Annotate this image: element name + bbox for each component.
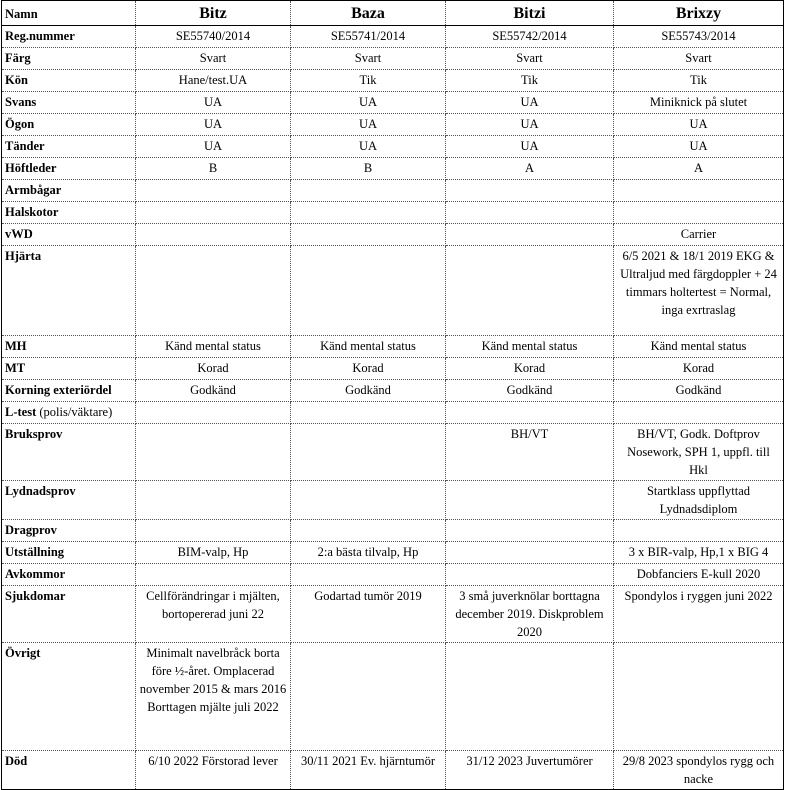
table-cell [446,180,614,202]
table-cell [291,202,446,224]
table-cell [446,246,614,336]
table-row [2,246,784,336]
table-row [2,114,784,136]
row-label-suffix: (polis/väktare) [36,405,113,419]
table-cell [291,481,446,520]
row-label [2,586,136,643]
row-label-text: Tänder [5,139,45,153]
table-cell: A [614,158,784,180]
table-cell [136,520,291,542]
table-cell [136,246,291,336]
table-cell: Korad [614,358,784,380]
row-label [2,114,136,136]
table-cell [291,564,446,586]
table-cell: SE55740/2014 [136,26,291,48]
table-cell: UA [291,114,446,136]
row-label-text: Korning exteriördel [5,383,112,397]
table-cell [136,180,291,202]
table-cell: UA [291,92,446,114]
table-cell: Korad [136,358,291,380]
table-cell: BH/VT [446,424,614,481]
table-cell: UA [446,114,614,136]
table-row [2,402,784,424]
table-row [2,564,784,586]
table-cell: 6/10 2022 Förstorad lever [136,751,291,790]
table-cell: UA [446,136,614,158]
row-label [2,92,136,114]
row-label [2,424,136,481]
table-cell: BIM-valp, Hp [136,542,291,564]
table-row [2,224,784,246]
row-label-text: Lydnadsprov [5,484,76,498]
row-label [2,202,136,224]
table-cell [291,180,446,202]
row-label-text: Ögon [5,117,35,131]
row-label-text: Bruksprov [5,427,63,441]
table-cell [291,402,446,424]
header-row [2,1,784,26]
table-cell: Godkänd [136,380,291,402]
row-label-text: Sjukdomar [5,589,66,603]
table-cell: 31/12 2023 Juvertumörer [446,751,614,790]
table-cell: Godkänd [614,380,784,402]
table-cell: UA [136,92,291,114]
table-cell: Dobfanciers E-kull 2020 [614,564,784,586]
row-label [2,158,136,180]
row-label [2,542,136,564]
table-cell [614,643,784,751]
table-cell: Tik [446,70,614,92]
table-cell [136,202,291,224]
table-cell: Minimalt navelbråck borta före ½-året. Omplacerad november 2015 & mars 2016 Borttagen mjälte juli 2022 [136,643,291,751]
row-label [2,481,136,520]
dog-health-table [1,0,784,790]
table-cell [614,520,784,542]
dog-name-header: Baza [291,1,446,26]
table-cell: Svart [614,48,784,70]
table-cell: Korad [291,358,446,380]
row-label-text: MH [5,339,27,353]
row-label [2,26,136,48]
table-cell: Godartad tumör 2019 [291,586,446,643]
table-row [2,180,784,202]
table-cell: 30/11 2021 Ev. hjärntumör [291,751,446,790]
row-label [2,70,136,92]
table-cell [446,402,614,424]
table-cell: 3 små juverknölar borttagna december 2019. Diskproblem 2020 [446,586,614,643]
table-cell: BH/VT, Godk. Doftprov Nosework, SPH 1, uppfl. till Hkl [614,424,784,481]
table-cell: Känd mental status [614,336,784,358]
table-cell [446,202,614,224]
row-label [2,564,136,586]
table-cell: UA [614,114,784,136]
row-label-text: Halskotor [5,205,59,219]
table-row [2,586,784,643]
table-row [2,643,784,751]
row-label [2,520,136,542]
table-row [2,481,784,520]
row-label-text: MT [5,361,26,375]
row-label-text: Avkommor [5,567,66,581]
table-cell: Godkänd [291,380,446,402]
table-cell [136,224,291,246]
table-cell: Cellförändringar i mjälten, bortopererad juni 22 [136,586,291,643]
table-cell: SE55743/2014 [614,26,784,48]
table-cell: Startklass uppflyttad Lydnadsdiplom [614,481,784,520]
table-row [2,336,784,358]
row-label-text: Övrigt [5,646,41,660]
row-label [2,402,136,424]
table-cell: Svart [291,48,446,70]
row-label-text: Dragprov [5,523,57,537]
table-cell [446,564,614,586]
table-cell: Carrier [614,224,784,246]
table-row [2,520,784,542]
table-cell: Känd mental status [291,336,446,358]
row-label [2,246,136,336]
table-cell: UA [446,92,614,114]
table-cell: Korad [446,358,614,380]
table-row [2,158,784,180]
row-label-text: Hjärta [5,249,42,263]
table-cell: UA [136,114,291,136]
table-cell: SE55742/2014 [446,26,614,48]
row-label [2,136,136,158]
row-label-text: Armbågar [5,183,62,197]
row-label [2,180,136,202]
table-cell [614,180,784,202]
table-cell: Hane/test.UA [136,70,291,92]
table-cell: Miniknick på slutet [614,92,784,114]
table-row [2,202,784,224]
row-label-text: vWD [5,227,33,241]
table-row [2,424,784,481]
table-cell [291,520,446,542]
row-label [2,643,136,751]
table-cell: 2:a bästa tilvalp, Hp [291,542,446,564]
table-row [2,358,784,380]
table-cell: SE55741/2014 [291,26,446,48]
dog-name-header: Bitzi [446,1,614,26]
table-cell [136,481,291,520]
table-row [2,92,784,114]
table-row [2,542,784,564]
row-label [2,751,136,790]
row-label [2,48,136,70]
table-cell: A [446,158,614,180]
table-cell: Känd mental status [136,336,291,358]
table-cell: Tik [614,70,784,92]
row-label-text: Svans [5,95,37,109]
table-body [2,26,784,790]
row-label [2,224,136,246]
table-cell [291,643,446,751]
table-row [2,380,784,402]
table-cell: Svart [136,48,291,70]
table-cell: 6/5 2021 & 18/1 2019 EKG & Ultraljud med färgdoppler + 24 timmars holtertest = Normal, inga exrtraslag [614,246,784,336]
table-cell: UA [614,136,784,158]
table-cell [446,224,614,246]
table-cell: UA [136,136,291,158]
table-row [2,48,784,70]
row-label-text: Höftleder [5,161,57,175]
row-label-text: Kön [5,73,28,87]
table-cell [446,520,614,542]
table-cell: Känd mental status [446,336,614,358]
table-cell [614,202,784,224]
dog-name-header: Brixzy [614,1,784,26]
row-label [2,336,136,358]
table-row [2,70,784,92]
row-label-text: Reg.nummer [5,29,75,43]
table-cell: 29/8 2023 spondylos rygg och nacke [614,751,784,790]
table-row [2,26,784,48]
header-corner: Namn [2,1,136,26]
table-cell: UA [291,136,446,158]
row-label [2,380,136,402]
table-cell: B [136,158,291,180]
row-label-text: Färg [5,51,31,65]
table-row [2,136,784,158]
table-cell [446,481,614,520]
table-cell: B [291,158,446,180]
table-cell: Tik [291,70,446,92]
table-cell: 3 x BIR-valp, Hp,1 x BIG 4 [614,542,784,564]
row-label [2,358,136,380]
table-cell: Svart [446,48,614,70]
table-cell: Spondylos i ryggen juni 2022 [614,586,784,643]
table-cell [446,643,614,751]
table-cell [291,424,446,481]
table-cell [291,224,446,246]
row-label-text: Död [5,754,28,768]
table-cell [136,564,291,586]
table-cell [614,402,784,424]
row-label-text: Utställning [5,545,65,559]
dog-name-header: Bitz [136,1,291,26]
row-label-text: L-test [5,405,37,419]
table-cell [136,424,291,481]
table-cell [446,542,614,564]
table-cell [291,246,446,336]
table-row [2,751,784,790]
table-cell [136,402,291,424]
table-cell: Godkänd [446,380,614,402]
